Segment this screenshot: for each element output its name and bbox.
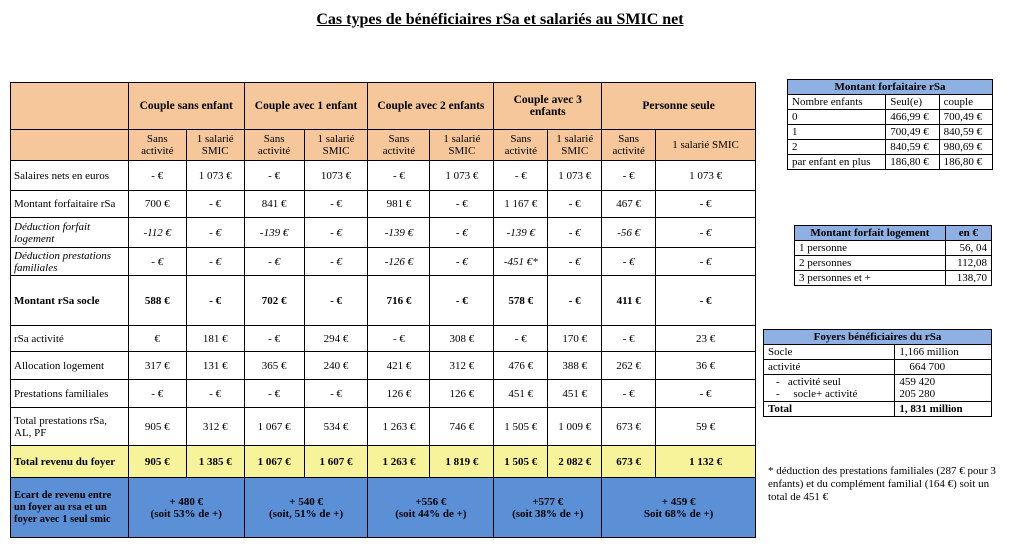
sub-header-sans-activite: Sans activité (244, 130, 304, 161)
row-value: 312 € (186, 408, 244, 446)
row-value: 476 € (494, 352, 548, 380)
forfait-cell: 700,49 € (939, 110, 992, 125)
group-header: Couple avec 1 enfant (244, 83, 368, 130)
ecart-percent: Soit 68% de +) (643, 507, 714, 520)
row-value: 262 € (602, 352, 656, 380)
forfait-cell: 0 (788, 110, 886, 125)
row-value: - € (602, 161, 656, 191)
ecart-amount: + 540 € (289, 495, 323, 508)
row-value: 1 073 € (656, 161, 756, 191)
sub-header-row (11, 130, 756, 161)
forfait-header-row (788, 95, 993, 110)
table-row (11, 161, 756, 191)
row-value: 36 € (656, 352, 756, 380)
row-value: 673 € (602, 408, 656, 446)
row-value: -126 € (368, 248, 430, 276)
logement-title: Montant forfait logement (795, 226, 946, 241)
total-value: 1 067 € (244, 446, 304, 478)
sub-header-sans-activite: Sans activité (128, 130, 186, 161)
row-value: - € (656, 276, 756, 326)
row-label: Salaires nets en euros (11, 161, 129, 191)
forfait-cell: 980,69 € (939, 140, 992, 155)
logement-row (795, 241, 992, 256)
forfait-cell: par enfant en plus (788, 155, 886, 170)
forfait-header: couple (939, 95, 992, 110)
row-value: - € (430, 191, 494, 218)
row-value: 131 € (186, 352, 244, 380)
total-value: 1 263 € (368, 446, 430, 478)
row-value: - € (548, 218, 602, 248)
row-value: - € (304, 276, 368, 326)
sub-header-sans-activite: Sans activité (368, 130, 430, 161)
total-value: 1 132 € (656, 446, 756, 478)
forfait-cell: 700,49 € (886, 125, 939, 140)
row-value: - € (244, 248, 304, 276)
sub-header-salarie-smic: 1 salarié SMIC (430, 130, 494, 161)
row-label: Déduction prestations familiales (11, 248, 129, 276)
row-value: - € (430, 218, 494, 248)
ecart-amount: + 480 € (169, 495, 204, 508)
row-value: - € (304, 248, 368, 276)
row-value: - € (244, 380, 304, 408)
row-value: 317 € (128, 352, 186, 380)
total-value: 1 385 € (186, 446, 244, 478)
row-value: 240 € (304, 352, 368, 380)
ecart-percent: (soit 38% de +) (512, 507, 584, 520)
row-value: - € (430, 248, 494, 276)
row-value: - € (602, 248, 656, 276)
forfait-title-row (788, 80, 993, 95)
foyers-socleplus-value: 205 280 (899, 388, 936, 400)
row-value: - € (548, 276, 602, 326)
row-value: - € (128, 380, 186, 408)
row-value: - € (368, 161, 430, 191)
row-value: -451 €* (494, 248, 548, 276)
row-value: 1 167 € (494, 191, 548, 218)
sub-header-sans-activite: Sans activité (602, 130, 656, 161)
row-value: -139 € (368, 218, 430, 248)
ecart-value (128, 478, 244, 538)
ecart-value (494, 478, 602, 538)
logement-label: 2 personnes (795, 256, 946, 271)
ecart-percent: (soit 44% de +) (395, 507, 467, 520)
row-value: 126 € (430, 380, 494, 408)
table-row (11, 408, 756, 446)
row-label: Montant forfaitaire rSa (11, 191, 129, 218)
row-value: 59 € (656, 408, 756, 446)
sub-header-salarie-smic: 1 salarié SMIC (304, 130, 368, 161)
logement-value: 112,08 (945, 256, 991, 271)
row-value: € (128, 326, 186, 352)
ecart-row (11, 478, 756, 538)
row-value: - € (656, 218, 756, 248)
row-label: Prestations familiales (11, 380, 129, 408)
row-value: 1 263 € (368, 408, 430, 446)
row-value: - € (128, 248, 186, 276)
row-value: 126 € (368, 380, 430, 408)
row-value: - € (656, 248, 756, 276)
row-value: -139 € (244, 218, 304, 248)
row-value: 411 € (602, 276, 656, 326)
logement-row (795, 256, 992, 271)
row-value: - € (430, 276, 494, 326)
row-value: 841 € (244, 191, 304, 218)
row-value: 981 € (368, 191, 430, 218)
row-value: 170 € (548, 326, 602, 352)
forfait-title: Montant forfaitaire rSa (788, 80, 993, 95)
row-label: Montant rSa socle (11, 276, 129, 326)
row-value: - € (656, 380, 756, 408)
row-label: Déduction forfait logement (11, 218, 129, 248)
row-value: 1073 € (304, 161, 368, 191)
row-value: - € (548, 191, 602, 218)
foyers-total-label: Total (764, 402, 895, 417)
logement-value: 138,70 (945, 271, 991, 286)
row-value: 388 € (548, 352, 602, 380)
row-value: - € (494, 161, 548, 191)
row-value: 312 € (430, 352, 494, 380)
group-header: Couple avec 3 enfants (494, 83, 602, 130)
row-value: 451 € (548, 380, 602, 408)
table-row (11, 352, 756, 380)
row-value: 746 € (430, 408, 494, 446)
row-value: 1 067 € (244, 408, 304, 446)
foyers-seul-label: - activité seul (776, 376, 841, 388)
row-value: 578 € (494, 276, 548, 326)
forfait-table (787, 79, 993, 170)
ecart-percent: (soit 53% de +) (150, 507, 222, 520)
forfait-row (788, 110, 993, 125)
row-value: - € (602, 326, 656, 352)
main-table (10, 82, 756, 538)
row-value: - € (304, 380, 368, 408)
row-value: - € (602, 380, 656, 408)
foyers-socle-value: 1,166 million (895, 345, 992, 360)
forfait-row (788, 155, 993, 170)
row-value: - € (494, 326, 548, 352)
row-value: - € (368, 326, 430, 352)
row-value: - € (186, 380, 244, 408)
sub-header-salarie-smic: 1 salarié SMIC (186, 130, 244, 161)
forfait-cell: 1 (788, 125, 886, 140)
logement-label: 1 personne (795, 241, 946, 256)
page-title: Cas types de bénéficiaires rSa et salariés au SMIC net (316, 11, 684, 28)
row-value: 308 € (430, 326, 494, 352)
logement-label: 3 personnes et + (795, 271, 946, 286)
table-row (11, 326, 756, 352)
forfait-cell: 186,80 € (939, 155, 992, 170)
foyers-table (763, 329, 992, 417)
row-value: - € (244, 161, 304, 191)
forfait-row (788, 140, 993, 155)
table-row (11, 218, 756, 248)
row-value: -56 € (602, 218, 656, 248)
row-value: 421 € (368, 352, 430, 380)
foyers-activite-value: 664 700 (895, 360, 992, 375)
foyers-socleplus-label: - socle+ activité (776, 388, 858, 400)
row-value: -112 € (128, 218, 186, 248)
forfait-header: Nombre enfants (788, 95, 886, 110)
row-value: 1 073 € (186, 161, 244, 191)
total-value: 673 € (602, 446, 656, 478)
row-value: 23 € (656, 326, 756, 352)
group-header-row (11, 83, 756, 130)
row-value: 588 € (128, 276, 186, 326)
total-value: 1 505 € (494, 446, 548, 478)
sub-header-salarie-smic: 1 salarié SMIC (548, 130, 602, 161)
sub-header-salarie-smic: 1 salarié SMIC (656, 130, 756, 161)
forfait-cell: 466,99 € (886, 110, 939, 125)
forfait-row (788, 125, 993, 140)
ecart-percent: (soit, 51% de +) (269, 507, 344, 520)
row-value: - € (186, 276, 244, 326)
total-label: Total revenu du foyer (11, 446, 129, 478)
foyers-socle-label: Socle (764, 345, 895, 360)
row-value: - € (128, 161, 186, 191)
row-value: 1 009 € (548, 408, 602, 446)
logement-table (794, 225, 992, 286)
row-label: rSa activité (11, 326, 129, 352)
row-label: Total prestations rSa, AL, PF (11, 408, 129, 446)
row-value: 451 € (494, 380, 548, 408)
foyers-title: Foyers bénéficiaires du rSa (764, 330, 992, 345)
total-value: 1 819 € (430, 446, 494, 478)
row-value: - € (548, 248, 602, 276)
total-value: 2 082 € (548, 446, 602, 478)
group-header: Personne seule (602, 83, 756, 130)
row-value: - € (656, 191, 756, 218)
group-header: Couple avec 2 enfants (368, 83, 494, 130)
row-value: 905 € (128, 408, 186, 446)
row-value: 716 € (368, 276, 430, 326)
ecart-amount: +577 € (532, 495, 564, 508)
row-value: 294 € (304, 326, 368, 352)
row-value: - € (304, 191, 368, 218)
ecart-amount: +556 € (415, 495, 447, 508)
row-value: 702 € (244, 276, 304, 326)
row-value: 1 073 € (548, 161, 602, 191)
ecart-amount: + 459 € (661, 495, 696, 508)
total-value: 1 607 € (304, 446, 368, 478)
ecart-value (602, 478, 756, 538)
table-row (11, 248, 756, 276)
ecart-value (368, 478, 494, 538)
row-value: 181 € (186, 326, 244, 352)
forfait-cell: 186,80 € (886, 155, 939, 170)
logement-row (795, 271, 992, 286)
corner-cell (11, 130, 129, 161)
ecart-label: Ecart de revenu entre un foyer au rsa et un foyer avec 1 seul smic (11, 478, 129, 538)
logement-value: 56, 04 (945, 241, 991, 256)
footnote: * déduction des prestations familiales (287 € pour 3 enfants) et du complément familial (164 €) soit un total de 451 € (768, 465, 996, 503)
forfait-header: Seul(e) (886, 95, 939, 110)
foyers-total-value: 1, 831 million (895, 402, 992, 417)
row-value: - € (186, 248, 244, 276)
forfait-cell: 2 (788, 140, 886, 155)
table-row (11, 276, 756, 326)
row-value: 365 € (244, 352, 304, 380)
row-value: - € (304, 218, 368, 248)
total-row (11, 446, 756, 478)
corner-cell (11, 83, 129, 130)
row-value: 700 € (128, 191, 186, 218)
foyers-activite-label: activité (764, 360, 895, 375)
row-value: - € (186, 218, 244, 248)
group-header: Couple sans enfant (128, 83, 244, 130)
logement-title-row (795, 226, 992, 241)
row-value: - € (186, 191, 244, 218)
ecart-value (244, 478, 368, 538)
row-label: Allocation logement (11, 352, 129, 380)
table-row (11, 191, 756, 218)
row-value: -139 € (494, 218, 548, 248)
total-value: 905 € (128, 446, 186, 478)
logement-unit: en € (945, 226, 991, 241)
row-value: 1 505 € (494, 408, 548, 446)
row-value: 1 073 € (430, 161, 494, 191)
row-value: - € (244, 326, 304, 352)
forfait-cell: 840,59 € (886, 140, 939, 155)
row-value: 534 € (304, 408, 368, 446)
row-value: 467 € (602, 191, 656, 218)
foyers-seul-value: 459 420 (899, 376, 936, 388)
table-row (11, 380, 756, 408)
sub-header-sans-activite: Sans activité (494, 130, 548, 161)
forfait-cell: 840,59 € (939, 125, 992, 140)
